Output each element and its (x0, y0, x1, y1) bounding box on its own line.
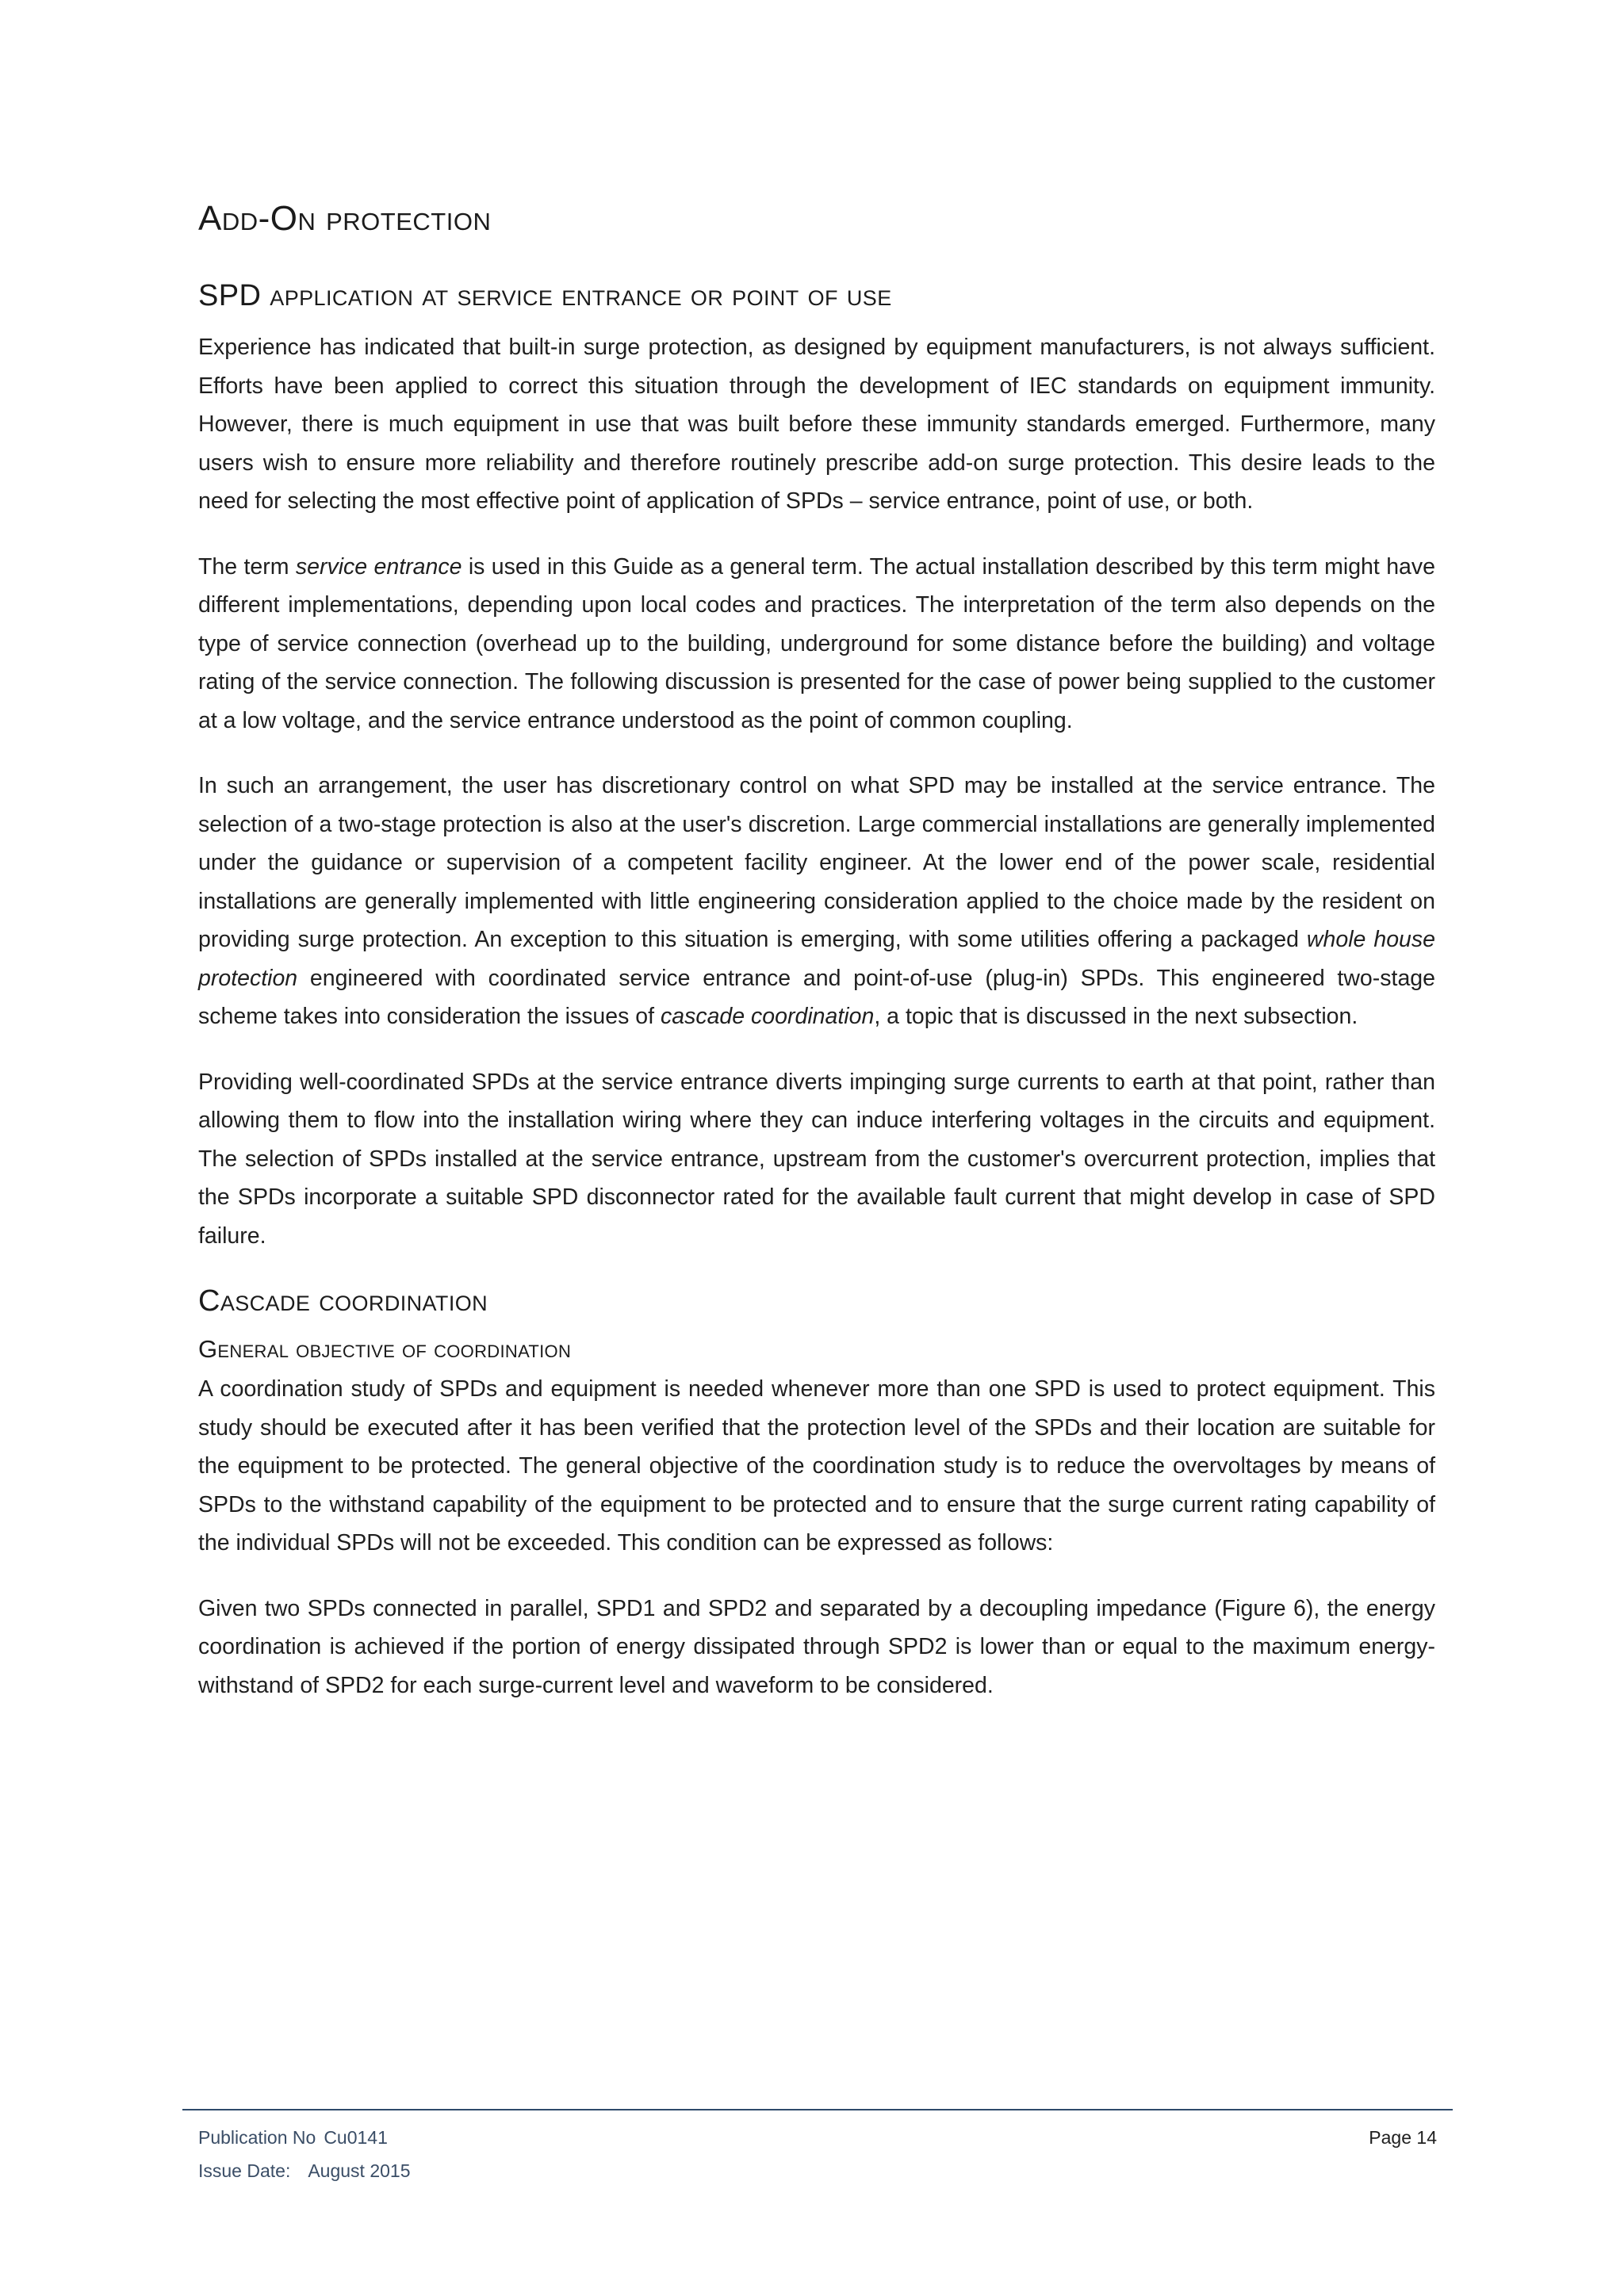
issue-date-value: August 2015 (308, 2160, 411, 2181)
footer-publication-line (198, 2121, 411, 2154)
publication-label: Publication No (198, 2127, 316, 2148)
text-run: is used in this Guide as a general term. The actual installation described by this term might have different implementations, depending upon local codes and practices. The interpretation of the term also depends on the type of service connection (overhead up to the building, underground for some distance before the building) and voltage rating of the service connection. The following discussion is presented for the case of power being supplied to the customer at a low voltage, and the service entrance understood as the point of common coupling. (198, 553, 1436, 733)
subsubsection-title-general-objective: General objective of coordination (198, 1334, 572, 1363)
paragraph-two-spds: Given two SPDs connected in parallel, SPD1 and SPD2 and separated by a decoupling impedance (Figure 6), the energy coordination is achieved if the portion of energy dissipated through SPD2 is lower than or equal to the maximum energy-withstand of SPD2 for each surge-current level and waveform to be considered. (198, 1595, 1435, 1698)
footer-publication-info (198, 2121, 411, 2187)
subsection-title-spd-application (198, 278, 1435, 315)
emphasis-whole-house-protection: whole house protection (198, 927, 1435, 991)
text-run: , a topic that is discussed in the next subsection. (874, 1004, 1358, 1030)
text-run: In such an arrangement, the user has discretionary control on what SPD may be installed at the service entrance. The selection of a two-stage protection is also at the user's discretion. Large commercial installations are generally implemented under the guidance or supervision of a competent facility engineer. At the lower end of the power scale, residential installations are generally implemented with little engineering consideration applied to the choice made by the resident on providing surge protection. An exception to this situation is emerging, with some utilities offering a packaged (198, 773, 1435, 953)
text-run: engineered with coordinated service entrance and point-of-use (plug-in) SPDs. This engineered two-stage scheme takes into consideration the issues of (198, 965, 1435, 1030)
footer-divider (182, 2109, 1453, 2110)
issue-date-label: Issue Date: (198, 2160, 291, 2181)
emphasis-cascade-coordination: cascade coordination (660, 1004, 875, 1030)
paragraph-coordination-study: A coordination study of SPDs and equipment is needed whenever more than one SPD is used to protect equipment. This study should be executed after it has been verified that the protection level of the SPDs and their location are suitable for the equipment to be protected. The general objective of the coordination study is to reduce the overvoltages by means of SPDs to the withstand capability of the equipment to be protected and to ensure that the surge current rating capability of the individual SPDs will not be exceeded. This condition can be expressed as follows: (198, 1376, 1435, 1556)
page-number: Page 14 (1369, 2127, 1437, 2148)
paragraph-service-entrance (198, 548, 1435, 740)
subsection-title-rest: application at service entrance or point of use (261, 278, 892, 312)
subsection-title-cascade-coordination: Cascade coordination (198, 1284, 488, 1318)
paragraph-arrangement (198, 767, 1435, 1036)
section-title: Add-On protection (198, 199, 492, 238)
paragraph-well-coordinated: Providing well-coordinated SPDs at the service entrance diverts impinging surge currents to earth at that point, rather than allowing them to flow into the installation wiring where they can induce interfering voltages in the circuits and equipment. The selection of SPDs installed at the service entrance, upstream from the customer's overcurrent protection, implies that the SPDs incorporate a suitable SPD disconnector rated for the available fault current that might develop in case of SPD failure. (198, 1069, 1435, 1249)
paragraph-experience: Experience has indicated that built-in surge protection, as designed by equipment manufacturers, is not always sufficient. Efforts have been applied to correct this situation through the development of IEC standards on equipment immunity. However, there is much equipment in use that was built before these immunity standards emerged. Furthermore, many users wish to ensure more reliability and therefore routinely prescribe add-on surge protection. This desire leads to the need for selecting the most effective point of application of SPDs – service entrance, point of use, or both. (198, 335, 1435, 515)
footer-issue-line (198, 2154, 411, 2187)
emphasis-service-entrance: service entrance (295, 553, 462, 580)
text-run: The term (198, 553, 296, 580)
subsection-title-prefix: SPD (198, 278, 262, 312)
publication-number: Cu0141 (324, 2127, 388, 2148)
document-body (198, 198, 1435, 1705)
